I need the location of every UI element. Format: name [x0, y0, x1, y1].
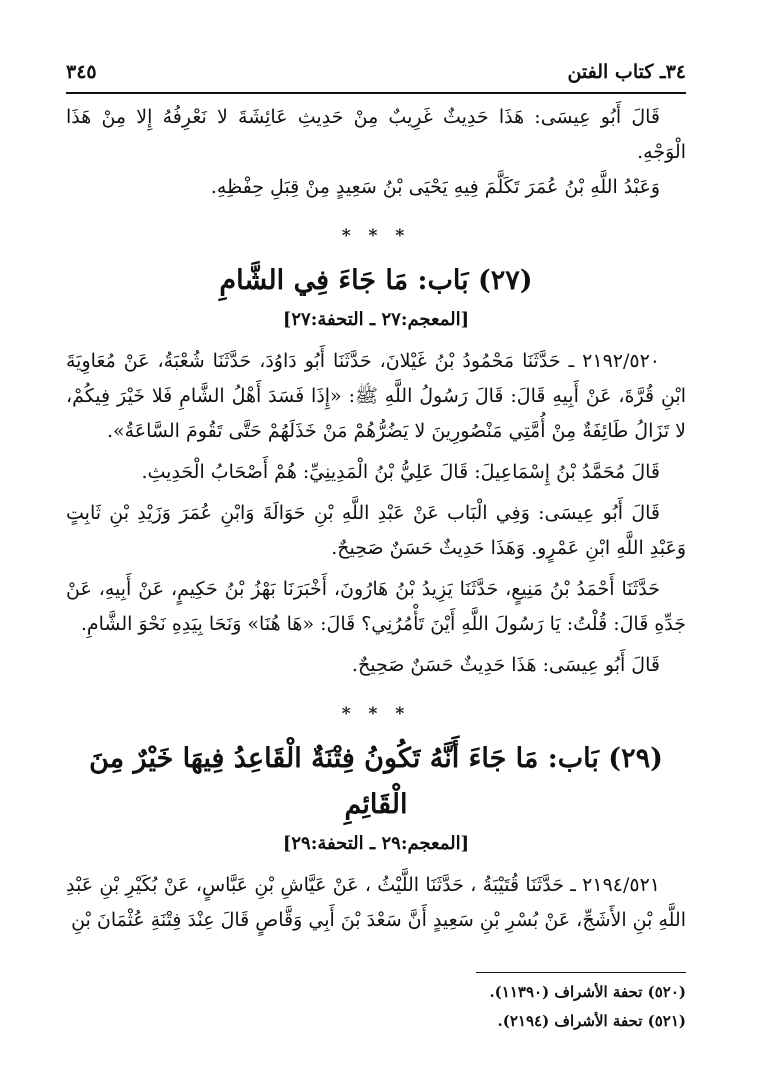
- hadith-paragraph: ٢١٩٢/٥٢٠ ـ حَدَّثَنَا مَحْمُودُ بْنُ غَيْلانَ، حَدَّثَنَا أَبُو دَاوُدَ، حَدَّثَنَا شُعْبَةُ، عَنْ مُعَاوِيَةَ ابْنِ قُرَّةَ، عَنْ أَبِيهِ قَالَ: قَالَ رَسُولُ اللَّهِ ﷺ: «إِذَا فَسَدَ أَهْلُ الشَّامِ فَلا خَيْرَ فِيكُمْ، لا تَزَالُ طَائِفَةٌ مِنْ أُمَّتِي مَنْصُورِينَ لا يَضُرُّهُمْ مَنْ خَذَلَهُمْ حَتَّى تَقُومَ السَّاعَةُ».: [66, 350, 686, 442]
- chapter-reference: [المعجم:٢٧ ـ التحفة:٢٧]: [282, 309, 470, 330]
- section-separator: * * *: [341, 226, 411, 246]
- hadith-paragraph: حَدَّثَنَا أَحْمَدُ بْنُ مَنِيعٍ، حَدَّثَنَا يَزِيدُ بْنُ هَارُونَ، أَخْبَرَنَا بَهْزُ بْنُ حَكِيمٍ، عَنْ أَبِيهِ، عَنْ جَدِّهِ قَالَ: قُلْتُ: يَا رَسُولَ اللَّهِ أَيْنَ تَأْمُرُنِي؟ قَالَ: «هَا هُنَا» وَنَحَا بِيَدِهِ نَحْوَ الشَّامِ.: [66, 578, 686, 635]
- paragraph: قَالَ أَبُو عِيسَى: هَذَا حَدِيثٌ غَرِيبٌ مِنْ حَدِيثِ عَائِشَةَ لا نَعْرِفُهُ إِلا مِنْ هَذَا الْوَجْهِ.: [66, 106, 686, 163]
- paragraph: قَالَ أَبُو عِيسَى: هَذَا حَدِيثٌ حَسَنٌ صَحِيحٌ.: [351, 654, 660, 676]
- page-number: ٣٤٥: [66, 61, 97, 83]
- paragraph: قَالَ مُحَمَّدُ بْنُ إِسْمَاعِيلَ: قَالَ عَلِيُّ بْنُ الْمَدِينِيِّ: هُمْ أَصْحَابُ الْحَدِيثِ.: [141, 461, 660, 483]
- running-title: ٣٤ـ كتاب الفتن: [567, 61, 686, 83]
- footnote: (٥٢٠) تحفة الأشراف (١١٣٩٠).: [489, 983, 686, 1001]
- hadith-paragraph: ٢١٩٤/٥٢١ ـ حَدَّثَنَا قُتَيْبَةُ ، حَدَّثَنَا اللَّيْثُ ، عَنْ عَيَّاشِ بْنِ عَبَّاسٍ، عَنْ بُكَيْرِ بْنِ عَبْدِ اللَّهِ بْنِ الأَشَجِّ، عَنْ بُسْرِ بْنِ سَعِيدٍ أَنَّ سَعْدَ بْنَ أَبِي وَقَّاصٍ قَالَ عِنْدَ فِتْنَةِ عُثْمَانَ بْنِ: [66, 874, 686, 931]
- page-header: [66, 58, 686, 86]
- chapter-heading: (٢٩) بَاب: مَا جَاءَ أَنَّهُ تَكُونُ فِتْنَةٌ الْقَاعِدُ فِيهَا خَيْرٌ مِنَ الْقَائِمِ: [89, 743, 663, 820]
- page-body: [66, 100, 686, 938]
- paragraph: قَالَ أَبُو عِيسَى: وَفِي الْبَاب عَنْ عَبْدِ اللَّهِ بْنِ حَوَالَةَ وَابْنِ عُمَرَ وَزَيْدِ بْنِ ثَابِتٍ وَعَبْدِ اللَّهِ ابْنِ عَمْرٍو. وَهَذَا حَدِيثٌ حَسَنٌ صَحِيحٌ.: [66, 502, 686, 559]
- footnote-rule: [476, 972, 686, 973]
- header-rule: [66, 92, 686, 94]
- footnotes: [66, 978, 686, 1036]
- chapter-heading: (٢٧) بَاب: مَا جَاءَ فِي الشَّامِ: [219, 265, 533, 296]
- chapter-reference: [المعجم:٢٩ ـ التحفة:٢٩]: [282, 833, 470, 854]
- footnote: (٥٢١) تحفة الأشراف (٢١٩٤).: [497, 1012, 686, 1030]
- section-separator: * * *: [341, 704, 411, 724]
- paragraph: وَعَبْدُ اللَّهِ بْنُ عُمَرَ تَكَلَّمَ فِيهِ يَحْيَى بْنُ سَعِيدٍ مِنْ قِبَلِ حِفْظِهِ.: [210, 176, 660, 198]
